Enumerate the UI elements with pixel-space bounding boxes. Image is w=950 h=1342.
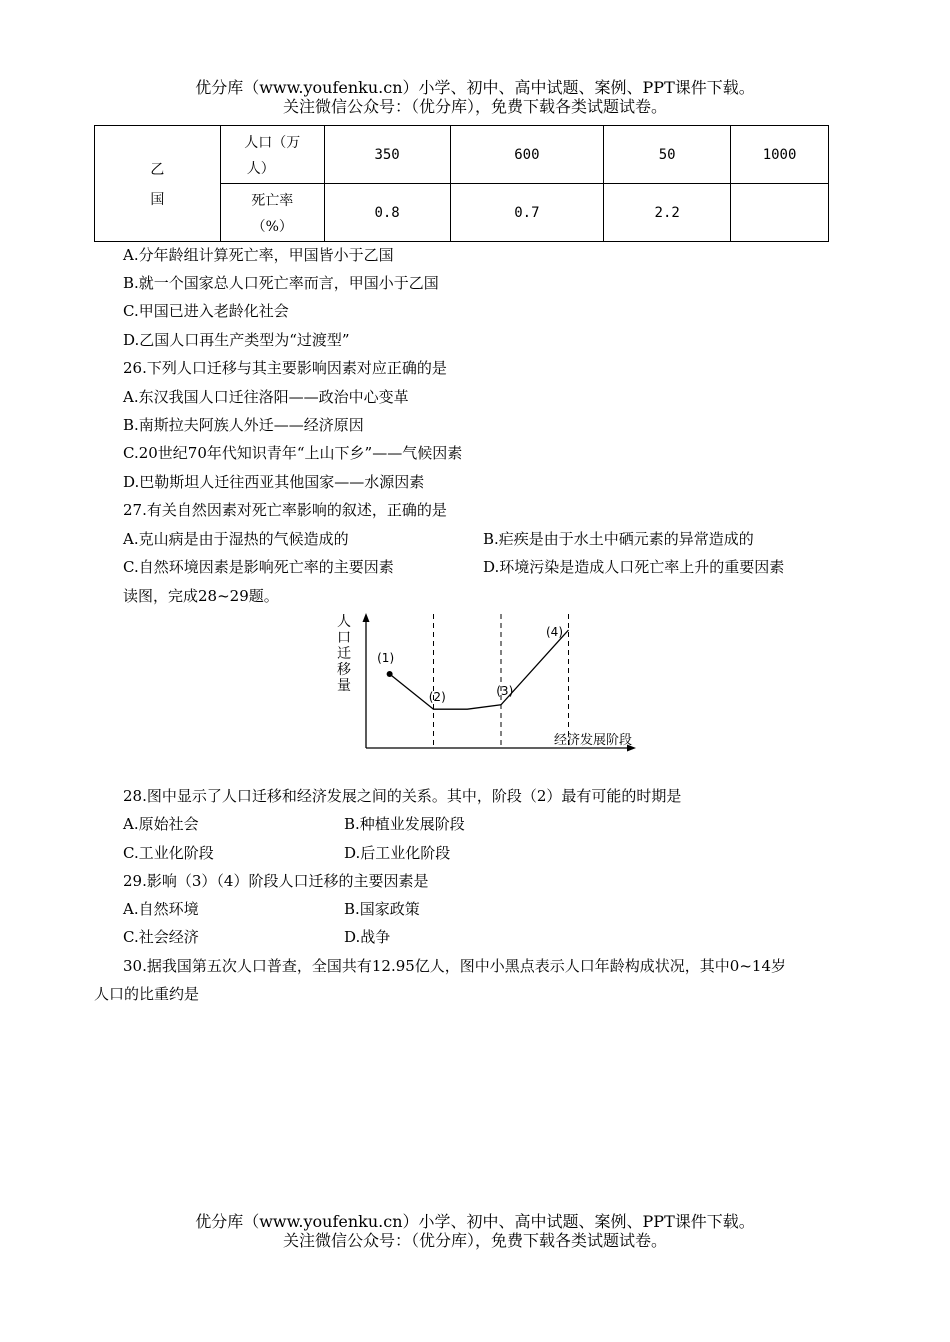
population-value-4: 1000 bbox=[731, 126, 829, 184]
population-label-2: 人） bbox=[246, 160, 275, 177]
q26-option-d: D.巴勒斯坦人迁往西亚其他国家——水源因素 bbox=[123, 473, 425, 491]
header-line-1: 优分库（www.youfenku.cn）小学、初中、高中试题、案例、PPT课件下载。 bbox=[195, 78, 755, 97]
q28-stem: 28.图中显示了人口迁移和经济发展之间的关系。其中，阶段（2）最有可能的时期是 bbox=[123, 787, 682, 805]
q29-stem: 29.影响（3）（4）阶段人口迁移的主要因素是 bbox=[123, 872, 429, 890]
page-footer bbox=[0, 1212, 950, 1250]
q29-option-b: B.国家政策 bbox=[344, 900, 420, 918]
migration-chart bbox=[330, 610, 642, 752]
population-label-1: 人口（万 bbox=[244, 134, 301, 151]
y-axis-label bbox=[337, 614, 351, 694]
death-rate-value-3: 2.2 bbox=[604, 184, 731, 242]
q27-option-c: C.自然环境因素是影响死亡率的主要因素 bbox=[123, 558, 394, 576]
y-axis-label-char: 口 bbox=[337, 630, 351, 646]
y-axis-arrow bbox=[363, 613, 370, 622]
q25-option-d: D.乙国人口再生产类型为“过渡型” bbox=[123, 331, 350, 349]
footer-line-1: 优分库（www.youfenku.cn）小学、初中、高中试题、案例、PPT课件下载。 bbox=[195, 1212, 755, 1231]
y-axis-label-char: 量 bbox=[337, 678, 351, 694]
death-rate-label-cell bbox=[220, 184, 324, 242]
q27-option-a: A.克山病是由于湿热的气候造成的 bbox=[123, 530, 349, 548]
svg-text:人口迁移量 bbox=[337, 614, 351, 694]
q29-option-c: C.社会经济 bbox=[123, 928, 199, 946]
header-line-2: 关注微信公众号：（优分库），免费下载各类试题试卷。 bbox=[282, 97, 667, 116]
q25-option-b: B.就一个国家总人口死亡率而言，甲国小于乙国 bbox=[123, 274, 439, 292]
q29-option-d: D.战争 bbox=[344, 928, 391, 946]
death-rate-value-4 bbox=[731, 184, 829, 242]
q27-stem: 27.有关自然因素对死亡率影响的叙述，正确的是 bbox=[123, 501, 447, 519]
q30-stem-line-1: 30.据我国第五次人口普查，全国共有12.95亿人，图中小黑点表示人口年龄构成状况，其中0~14岁 bbox=[123, 957, 786, 975]
q26-stem: 26.下列人口迁移与其主要影响因素对应正确的是 bbox=[123, 359, 447, 377]
death-rate-value-1: 0.8 bbox=[324, 184, 450, 242]
q29-option-a: A.自然环境 bbox=[123, 900, 199, 918]
country-char-2: 国 bbox=[150, 191, 165, 208]
population-value-2: 600 bbox=[450, 126, 604, 184]
y-axis-label-char: 人 bbox=[337, 614, 351, 630]
q25-option-c: C.甲国已进入老龄化社会 bbox=[123, 302, 289, 320]
q26-option-a: A.东汉我国人口迁往洛阳——政治中心变革 bbox=[123, 388, 409, 406]
start-point-dot bbox=[387, 671, 393, 677]
stage-label-2: (2) bbox=[428, 690, 446, 705]
death-rate-label-1: 死亡率 bbox=[251, 192, 294, 209]
read-figure-instruction: 读图，完成28~29题。 bbox=[123, 587, 279, 605]
q30-stem-line-2: 人口的比重约是 bbox=[94, 985, 200, 1003]
country-cell bbox=[95, 126, 221, 242]
footer-line-2: 关注微信公众号：（优分库），免费下载各类试题试卷。 bbox=[282, 1231, 667, 1250]
stage-label-3: (3) bbox=[496, 683, 514, 698]
stage-label-1: (1) bbox=[377, 651, 395, 665]
stage-label-4: (4) bbox=[546, 625, 563, 639]
q26-option-b: B.南斯拉夫阿族人外迁——经济原因 bbox=[123, 416, 364, 434]
q28-option-a: A.原始社会 bbox=[123, 815, 199, 833]
population-table bbox=[94, 125, 829, 242]
page-header bbox=[0, 78, 950, 116]
death-rate-label-2: （%） bbox=[251, 218, 293, 235]
q28-option-d: D.后工业化阶段 bbox=[344, 844, 451, 862]
y-axis-label-char: 迁 bbox=[337, 646, 351, 662]
country-char-1: 乙 bbox=[150, 161, 165, 178]
q27-option-b: B.疟疾是由于水土中硒元素的异常造成的 bbox=[483, 530, 754, 548]
x-axis-label: 经济发展阶段 bbox=[553, 733, 632, 748]
population-label-cell bbox=[220, 126, 324, 184]
y-axis-label-char: 移 bbox=[337, 662, 351, 678]
death-rate-value-2: 0.7 bbox=[450, 184, 604, 242]
migration-series-line bbox=[390, 630, 569, 709]
q28-option-b: B.种植业发展阶段 bbox=[344, 815, 465, 833]
population-value-3: 50 bbox=[604, 126, 731, 184]
q27-option-d: D.环境污染是造成人口死亡率上升的重要因素 bbox=[483, 558, 785, 576]
q25-option-a: A.分年龄组计算死亡率，甲国皆小于乙国 bbox=[123, 246, 394, 264]
q28-option-c: C.工业化阶段 bbox=[123, 844, 214, 862]
q26-option-c: C.20世纪70年代知识青年“上山下乡”——气候因素 bbox=[123, 444, 463, 462]
population-value-1: 350 bbox=[324, 126, 450, 184]
